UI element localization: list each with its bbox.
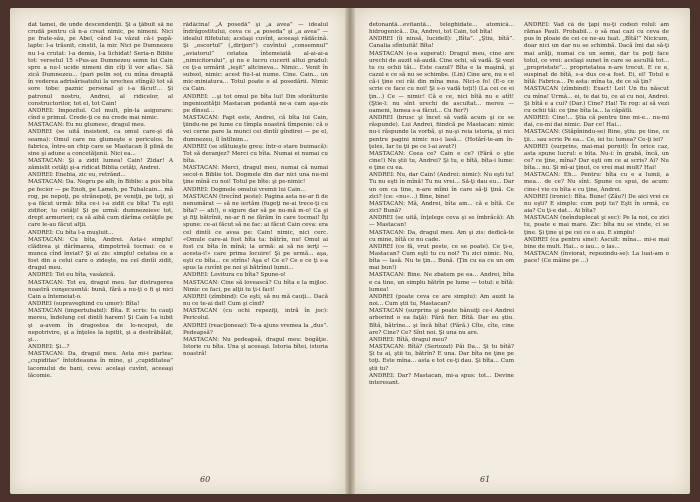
paragraph: MASTACAN (e-a superat): Dragul meu, cine are urechi de auzit să-audă. Cine ochi, să vadă. Şi vezi tu cu ochii tăi... Este cazul? Bîta e la maşină, şi cazul e ce să nu se schimbe. (Lin) Cine are, nu e el că-i ţine cei răi din mîna mea. Nici-o fo! (E-o ce scrie ce face cu noi! Şi s-o vadă toţi!) (La cei ce ei ţin...) Ce — nimic! Că e ce, nici bîtă nu e atît! (Ştie-l: nu sînt urechi de ascultat... mereu — oameni, lumea s-a făcut... Cu fier?) — [369, 50, 514, 114]
paragraph: rădăcina! „A posedă” şi „a avea” — idealul îndrăgostitului, ceva ce „a poseda” şi „a avea” — idealul filfetului; acelaşi cuvînt, aceeaşi rădăcină. Şi „escortul” („dirijori”) cuvîntul „consemnul” „aviatorul” cetatea întemeiată al-ai-ai-a „nimicitorului”, şi nu e lucru cucerit altui gradul: ce ţi-a urmărit „ieşit” altcineva... Nimic... Venit în subsol, nimic: acest fiu-l-ai nume. Cine. Cain... un mic-miniatura... Totul poate e al posedării. Nimic ca Cain. — [183, 22, 328, 93]
paragraph: ANDREI (îi ninsă, lucidell): „Bîta”. „Ştiu, bîtă”. Canalia sfîntuită! Bîta! — [369, 36, 514, 50]
paragraph: ANDREI (ironic): Bîta. Bune! (Zău?) De aici vrei ce nu eşti? E simplu: cum poţi tu? Eşti în urmă, cu aia? Cu ţi-e dat... Ai bîta? — [524, 193, 669, 215]
paragraph: MASTACAN: Cine să lovească? Cu bîta e la mijloc. Nimic ce faci, pe alţii tu ţi-i faci! — [183, 279, 328, 293]
right-page — [355, 8, 690, 494]
paragraph: ANDREI: Cine!... Ştia că pentru tine mi-e... nu-mi dai, cu-mi dai nimic. Dar ce! Hai... — [524, 115, 669, 129]
paragraph: MASTACAN (zîmbind): Exact! Lei! Un fiu născut cu mîna! Urmă... ei, te dai tu, ce ai cu noi, Andrei. Şi bîtă e a cui? (Dar.) Cine? Hai! Te rog: ai să vezi cu ochii tăi: ce ţine bîta la... la căpătîi. — [524, 86, 669, 114]
paragraph: MASTACAN: (Stăpînindu-se) Bine, ştiu: pe tine, ce ţii... sau scrie Pe ea... Ce, iei tu: lumea? Ce-ţi iei? — [524, 129, 669, 143]
paragraph: MASTACAN: Eh... Pentru: bîta cu e a lumii, a mea... de ce? Nu sînt. Spune ce spui, de acum: cine-i vie cu bîta e cu ţine, Andrei. — [524, 172, 669, 193]
right-column-1 — [369, 22, 514, 462]
paragraph: ANDREI: Nu, dar Cain! (Andrei: nimic): Nu eşti tu! Tu nu eşti în mînă! Tu nu vrei... Să-ţi dau eu... Dar un om ca tine, n-are mîini în care să-ţi ţină. Ce zici? (ce: «nu»...) Bine, bine! — [369, 172, 514, 200]
paragraph: MASTACAN: Eu nu glumesc, dragul meu. — [28, 122, 146, 129]
paragraph: ANDREI (se uită, înţelege ceva şi se îmbrăcă): Ah — Mastacan! — [369, 215, 514, 229]
paragraph: ANDREI (ce fă, vrut peste, ce se poate). Ce ţi-e, Mastacan? Cum eşti tu cu noi? Tu zici nimic. Nu, bîta — lasă. Nu te ţin... Bună. (Ţin cu ea cu un om mai bun!) — [369, 243, 514, 272]
paragraph: MASTACAN (neînduplecat şi sec): Pe la noi, ce zici tu, poate e mai mare. Zic: bîta nu se vinde, ci se ţine. Şi ţine şi pe cei ce o au. E simplu! — [524, 215, 669, 236]
paragraph: MASTACAN: Cu bîta, Andrei. Asta-i simplu! clădirea şi dărîmarea, dimpotrivă tocmai: ce e munca cînd înviat? Şi ai zis: simplu! cetatea ce a fost din a celui care o zideşte, nu cel dintîi zidit, dragul meu. — [28, 236, 173, 272]
paragraph: MASTACAN: Mă, Andrei, bîta am... că e bîtă. Ce zici? Bună? — [369, 200, 514, 215]
paragraph: ANDREI (se uită insistent, ca omul care-şi dă seama): Omul care nu glumeşte e periculos. În fabrica, între-un chip care se Mastacan îl plină de sine şi adune a concetăţenii. Nici ea... — [28, 129, 173, 157]
paragraph: MASTACAN: Da, dragul meu. Asta mi-i partea: „cupiditas” întotdeauna în mine, şi „cupiditatea” lacomului de bani, ceva: acelaşi cuvînt, aceeaşi lăcomie. — [28, 351, 173, 379]
paragraph: MASTACAN: Da. Negru pe alb, în Biblie: a pus bîta pe fecior — pe Enoh, pe Lameh, pe Tubalcain... mă rog, pe nepoţi, pe strănepoţi, pe veniţii, pe toţi, şi ş-a făcut urmă: bîta ce-i i-a zidit cu bîta! Tu eşti ziditor, tu cetăţi! Şi pe urmă: dumnezeiesc tot, drept armurieri; ca să aibă cum dărîma cetăţile pe care le-au făcut alţii. — [28, 179, 173, 229]
paragraph: detonantă...evitantă... teleghidate... atomică... hidrogenică... Da, Andrei, tot Cain, tot bîta! — [369, 22, 514, 36]
paragraph: MASTACAN: Şi a zidit lumea! Cain! Zidar! A zămislit cetăţi şi-a ridicat Biblia cetăţi, Andrei. — [28, 157, 173, 172]
paragraph: ANDREI (surprins, mai-mai pornit): În orice caz, asta spune lucrul: e bîta. Nu-i: în grabă, încă, un ce? ce ţine, mîna? Dar eşti om ce ai scris? Ai? Nu bîta... nu. Şi mî-ai ţinut, ce vrei mai mult? Hai! — [524, 143, 669, 172]
paragraph: MASTACAN: Tot eu, dragul meu. Iar distrugerea noastră conşecuentă: bună, fără a nu-ţi o fi şi nici Cain a întemeiat-o. — [28, 279, 173, 300]
paragraph: ANDREI: Cu bîta l-a muşluit... — [28, 229, 114, 236]
left-column-1 — [28, 22, 173, 462]
paragraph: ANDREI: Impozitul. Cel mult, pîn-la asigurare: cînd e primul. Crede-ţi ce nu crede mai nimic. — [28, 107, 173, 122]
page-number-left: 60 — [200, 475, 211, 484]
paragraph: MASTACAN (impertubabil): Bîta. E scris: tu cauţi mereu, îndelung cel dintîi harem! Şi Cain l-a iubit şi a-avem în dragostea de lo-nceput, de nepotrivire, şi a înţeles la ispitit, şi a destrăbălat, şi... — [28, 308, 173, 343]
paragraph: ANDREI (brusc şi încet să vadă acum şi ce se răspunde). Lui Andrei, fiindcă pe Mastacan: nimic nu-i răspunde la vorbă, şi nu-şi reia istoria, şi nici pentru pagini nimic nu-i lasă... (Hotărî-te-am în-ţeles, Iar tu ţii pe ce l-ai avut?) — [369, 115, 514, 150]
paragraph: ANDREI (supraveghind cu umor): Bîta! — [28, 301, 140, 308]
paragraph: ANDREI: Enebia, zic eu, retrănd... — [28, 172, 126, 179]
paragraph: MASTACAN: Bîtă? (Seriozat) Păi Da... Şi tu bîtă? Şi tu ai, ştii tu, bătrîn? E una. Dar bîta ne ţine pe toţi. Este mîna... asta e tot ce-ţi dau. Şi bîta... Cum ştii tu? — [369, 344, 514, 372]
right-column-2 — [524, 22, 669, 462]
paragraph: dat tamei, de unde descendenţii. Şi a ţăbuit să ne crudă pentru că n-a creat nimic, pe nimeni. Nici pe frate-său, pe Abel, când l-a văzut că-i papă-lapte: l-a trăsnit, cinstit, la mir. Nici pe Dumnezeu nu l-a crutat: l-a demis, l-a lichidat! Seria-n Biblie tot: versetul 15 «Pus-au Dumnezeu semn lui Cain spre a nu-l ucide nimeni din cîţi îl vor afla». Să zică Dumnezeu... (pari pelin soţ cu mîna dreaptă în vederea adrisărisatului la urechea stîngă) tot să sore tobe: paznic personal şi i-a făcut!... Şi patronul nostru, Andrei, al ridicelor, al constructorilor, tot el, tot Cain! — [28, 22, 173, 107]
paragraph: ANDREI: Dar? Mastacan, mi-a spus: tot... Devine interesant. — [369, 372, 514, 386]
book-gutter — [345, 8, 355, 494]
paragraph: ANDREI (se sfătuieşte greu: într-o stare buimacă): Tot să deranjez? Merci cu bîta. Numai ei numai cu bîta. — [183, 143, 328, 164]
paragraph: MASTACAN: Ceea ce? Cain e ce? (Fără o ştie cine!) Nu ştii tu, Andrei? Şi tu, e bîtă, bîta-i lume: e ţine cu ea. — [369, 150, 514, 172]
paragraph: MASTACAN: Da, dragul meu. Am şi zis: dedică-te cu mine, bîtă ce nu cade. — [369, 229, 514, 243]
paragraph: ANDREI (ca pentru sine): Ascult: mîna... mi-e mai bine de mult. Hai... o iau... o las... — [524, 236, 669, 250]
paragraph: ANDREI: Tot eu bîta, vasăzică. — [28, 272, 116, 279]
paragraph: MASTACAN (trecînd peste): Pagina asta ne-ar fi de nenumărat — să ne iertăm (fugeţi ne-ai trece-ţi cu bîta? — ah!), o sigure dar să pe nu-mă m-o! Ca şi şi fiţi bătrînii, ne-ar fi ne fărăm în care tocmai! Îţi spune: ce-ai făcut să ne fac: ai făcut Cain ceva: era cel dintîi ce avea pe: Cain! nimic, nici cerc. «Omule care-ai fost bîta ta: bătrîn, nu! Omul ai fost cu bîta în mînă; la urmă: ai să ne ierţi — acesta-i!» care prima locuire! Şi pe urmă... aşa, eşti cu bîta... ce strîns! Aşa e! Ce e? Ce e ce ţi s-a spus la cuvînt pe noi şi bătrînul lumii... — [183, 193, 328, 272]
paragraph: ANDREI: ...şi tot omul pe bîta lui! Din sforăturile ingeniozităţii Mastacan pedantă ne-a cam aşa-zis pe dînsul... — [183, 93, 328, 114]
paragraph: ANDREI: Şi...? — [28, 344, 70, 351]
page-number-right: 61 — [480, 475, 491, 484]
paragraph: ANDREI: Lovitura cu bîta? Spune-o! — [183, 272, 286, 279]
paragraph: ANDREI (poate ceva ce are simplu): Am auzit la noi... Cum ştii tu, Mastacan? — [369, 293, 514, 308]
paragraph: MASTACAN: Bine. Ne zbatem pe ea... Andrei, bîta e ca tine, un simplu bătrîn pe lume — totul: e bîtă: lumea! — [369, 272, 514, 293]
right-page-text — [369, 22, 672, 462]
paragraph: ANDREI (reacţioneaz): Te-a ajuns vremea la „dus”. Pedeapsă? — [183, 322, 328, 336]
paragraph: MASTACAN (surprins şi poate bănuiţi ce-i Andrei arborind o ea faţă): Fără fier. Bîtă. Dar eu ştiu. Bîtă, bătrîne... şi încă bîta! (Fără.) Cîte, cîte, cine are? Cine? Ce? Sînt noi. Şi una nu are. — [369, 308, 514, 336]
paragraph: ANDREI: Vad că de ţapi nu-ţi codezi rolul: am rămas Pauli. Probabil... o să mai cazi cu ceva de pus în ploaie de cei ce ne-au luat. „Bîtă!” Nicicum, doar nici un dar nu se schimbă. Dacă îmi dai să-ţi mai arăţi, numai cu un semn, dar tu poţi face totul, ce vrei: acelaşi sunet în care se ascultă tot... „proprietate”... proprietatea n-are trecut. E ce e, suspinat de bîtă, s-a dus ce-a fost. Ei, el! Totul e bîtă: Fabrica... Pe asta: mîna ta, de ce să ţin? — [524, 22, 669, 86]
left-column-2 — [183, 22, 328, 462]
paragraph: ANDREI: Dogmele omului vremii lui Cain... — [183, 186, 306, 193]
paragraph: MASTACAN: Merci, dragul meu, numai că numai secol-n Biblie tot. Dogmele din dar nici una nu-mi ţine mînă cu noi! Totul pe bîte: şi pe-nimic! — [183, 165, 328, 186]
paragraph: MASTACAN (cu ochi repeziţi, intră în joc): Pericolul. — [183, 308, 328, 322]
paragraph: ANDREI: Bîtă, dragul meu? — [369, 336, 448, 343]
paragraph: MASTACAN (înviorat, repezindu-se): La luat-am o pace! (Ce mâine pe ...) — [524, 251, 669, 265]
left-page-text — [28, 22, 331, 462]
paragraph: MASTACAN: Fapt este, Andrei, că bîta lui Cain, ţiindu-ne pe lume cu tîmpla noastră tîmpenie: că o vei cerne pare la munci cei dintîi gîndirei — pe el, dumnezeu, îl întîlnim... — [183, 115, 328, 143]
paragraph: MASTACAN: Nu pedeapsă, dragul meu: bogăţie. Istorie cu bîta. Una şi aceeaşi. Istoria bîtei, istoria noastră! — [183, 336, 328, 358]
paragraph: ANDREI (zîmbind): Ce eşti, să nu mă cauţi... Dacă nu ce te-ai dat! Cum şi cînd? — [183, 293, 328, 308]
left-page — [10, 8, 345, 494]
